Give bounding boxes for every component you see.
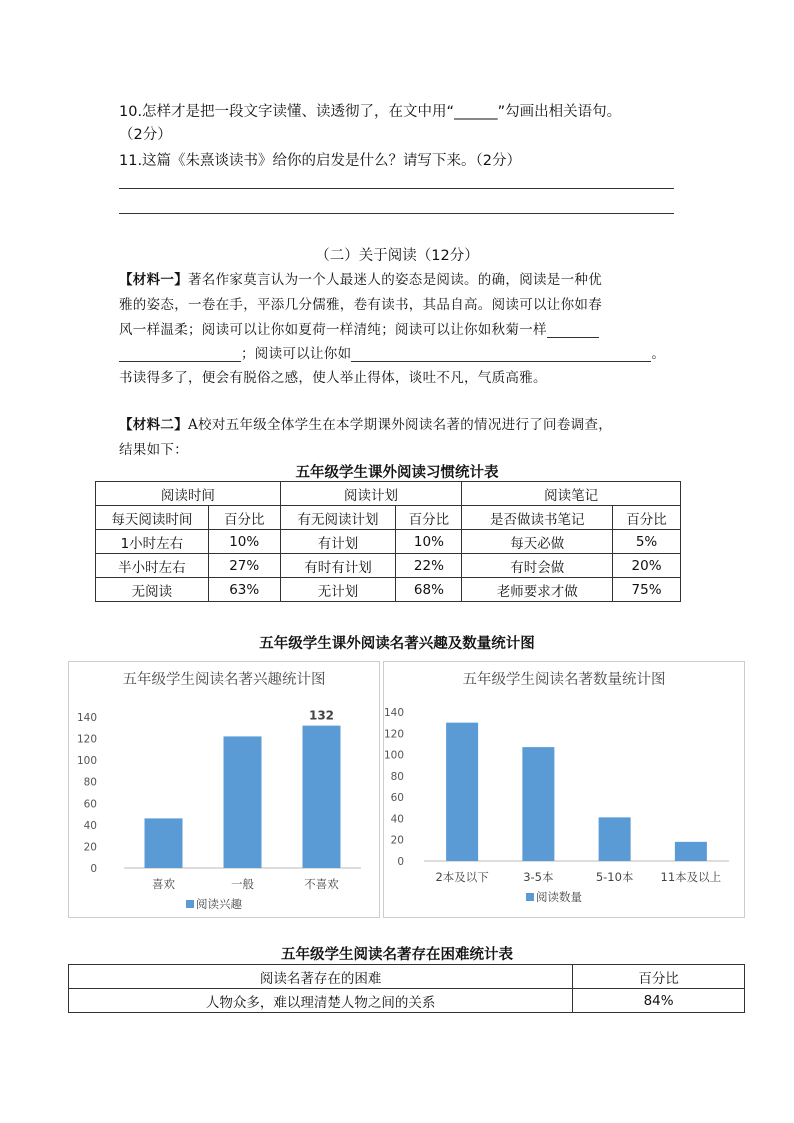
table-cell: 10% <box>396 530 462 554</box>
quantity-chart <box>383 661 745 918</box>
x-tick-label: 一般 <box>231 877 254 891</box>
habit-table-title: 五年级学生课外阅读习惯统计表 <box>295 465 499 481</box>
question-10-line1: 10.怎样才是把一段文字读懂、读透彻了，在文中用“______”勾画出相关语句。 <box>119 104 622 120</box>
y-tick-label: 140 <box>384 707 404 719</box>
bar <box>599 817 631 861</box>
bar <box>446 723 478 861</box>
answer-line-1[interactable] <box>119 188 674 189</box>
x-tick-label: 2本及以下 <box>435 870 489 884</box>
x-tick-label: 5-10本 <box>595 870 634 884</box>
column-header: 有无阅读计划 <box>280 506 396 530</box>
table-cell: 无计划 <box>280 578 396 602</box>
x-tick-label: 喜欢 <box>152 877 175 891</box>
table-cell: 半小时左右 <box>96 554 209 578</box>
question-10-line2: （2分） <box>119 127 172 143</box>
column-header: 阅读名著存在的困难 <box>69 965 573 989</box>
y-tick-label: 120 <box>76 733 97 746</box>
table-cell: 5% <box>613 530 681 554</box>
table-cell: 22% <box>396 554 462 578</box>
table-cell: 人物众多，难以理清楚人物之间的关系 <box>69 989 573 1013</box>
table-cell: 27% <box>208 554 280 578</box>
column-header: 每天阅读时间 <box>96 506 209 530</box>
table-cell: 10% <box>208 530 280 554</box>
y-tick-label: 40 <box>83 819 97 832</box>
y-tick-label: 80 <box>83 776 97 789</box>
fill-blank-2[interactable] <box>119 347 241 362</box>
material1-line1: 【材料一】著名作家莫言认为一个人最迷人的姿态是阅读。的确，阅读是一种优 <box>119 272 602 288</box>
table-row <box>96 530 681 554</box>
y-tick-label: 60 <box>390 792 404 805</box>
material1-line4: ；阅读可以让你如 。 <box>119 342 689 362</box>
table-cell: 有时会做 <box>462 554 613 578</box>
fill-blank-3[interactable] <box>351 347 651 362</box>
material1-line5: 书读得多了，便会有脱俗之感，使人举止得体，谈吐不凡，气质高雅。 <box>119 370 547 386</box>
y-tick-label: 120 <box>384 728 404 741</box>
table-cell: 63% <box>208 578 280 602</box>
material2-line1: 【材料二】A校对五年级全体学生在本学期课外阅读名著的情况进行了问卷调查， <box>119 417 613 433</box>
material2-tag: 【材料二】 <box>119 417 188 433</box>
charts-title: 五年级学生课外阅读名著兴趣及数量统计图 <box>259 636 535 652</box>
material2-line2: 结果如下： <box>119 442 188 458</box>
table-cell: 老师要求才做 <box>462 578 613 602</box>
bar <box>675 842 707 861</box>
habit-table <box>95 481 681 602</box>
table-cell: 无阅读 <box>96 578 209 602</box>
x-tick-label: 不喜欢 <box>304 877 339 891</box>
section-heading: （二）关于阅读（12分） <box>315 248 479 264</box>
column-header: 是否做读书笔记 <box>462 506 613 530</box>
table-row <box>69 989 745 1013</box>
table-cell: 有时有计划 <box>280 554 396 578</box>
y-tick-label: 100 <box>76 755 97 768</box>
legend-label: 阅读兴趣 <box>196 897 242 911</box>
table-cell: 1小时左右 <box>96 530 209 554</box>
fill-blank-1[interactable] <box>547 323 599 338</box>
legend-label: 阅读数量 <box>536 890 582 904</box>
group-header: 阅读计划 <box>280 482 462 506</box>
difficulty-table-header-row <box>69 965 745 989</box>
table-cell: 84% <box>573 989 745 1013</box>
x-tick-label: 3-5本 <box>523 870 554 884</box>
y-tick-label: 20 <box>83 841 97 854</box>
table-row <box>96 554 681 578</box>
column-header: 百分比 <box>613 506 681 530</box>
table-row <box>96 578 681 602</box>
column-header: 百分比 <box>208 506 280 530</box>
habit-table-group-row <box>96 482 681 506</box>
group-header: 阅读笔记 <box>462 482 681 506</box>
y-tick-label: 40 <box>390 813 404 826</box>
y-tick-label: 20 <box>390 834 404 847</box>
table-cell: 20% <box>613 554 681 578</box>
bar <box>145 818 183 868</box>
bar <box>224 736 262 868</box>
bar <box>303 726 341 868</box>
bar <box>522 747 554 861</box>
table-cell: 75% <box>613 578 681 602</box>
table-cell: 有计划 <box>280 530 396 554</box>
quantity-chart-svg <box>384 662 744 917</box>
difficulty-table <box>68 964 745 1013</box>
material1-line3: 风一样温柔；阅读可以让你如夏荷一样清纯；阅读可以让你如秋菊一样 <box>119 318 679 338</box>
difficulty-table-title: 五年级学生阅读名著存在困难统计表 <box>281 947 513 963</box>
y-tick-label: 100 <box>384 749 404 762</box>
y-tick-label: 140 <box>76 712 97 724</box>
column-header: 百分比 <box>396 506 462 530</box>
chart-title: 五年级学生阅读名著兴趣统计图 <box>122 672 326 688</box>
question-11: 11.这篇《朱熹谈读书》给你的启发是什么？请写下来。（2分） <box>119 153 522 169</box>
chart-title: 五年级学生阅读名著数量统计图 <box>462 672 666 688</box>
answer-line-2[interactable] <box>119 213 674 214</box>
material1-tag: 【材料一】 <box>119 272 188 288</box>
table-cell: 68% <box>396 578 462 602</box>
y-tick-label: 60 <box>83 798 97 811</box>
interest-chart <box>68 661 380 918</box>
interest-chart-svg <box>69 662 379 917</box>
legend-swatch <box>526 893 534 901</box>
column-header: 百分比 <box>573 965 745 989</box>
material1-line2: 雅的姿态，一卷在手，平添几分儒雅，卷有读书，其品自高。阅读可以让你如春 <box>119 297 602 313</box>
group-header: 阅读时间 <box>96 482 281 506</box>
habit-table-subheader-row <box>96 506 681 530</box>
data-label: 132 <box>308 708 335 723</box>
y-tick-label: 80 <box>390 770 404 783</box>
y-tick-label: 0 <box>397 856 404 868</box>
legend-swatch <box>186 900 194 908</box>
x-tick-label: 11本及以上 <box>660 870 722 884</box>
table-cell: 每天必做 <box>462 530 613 554</box>
y-tick-label: 0 <box>90 863 97 875</box>
